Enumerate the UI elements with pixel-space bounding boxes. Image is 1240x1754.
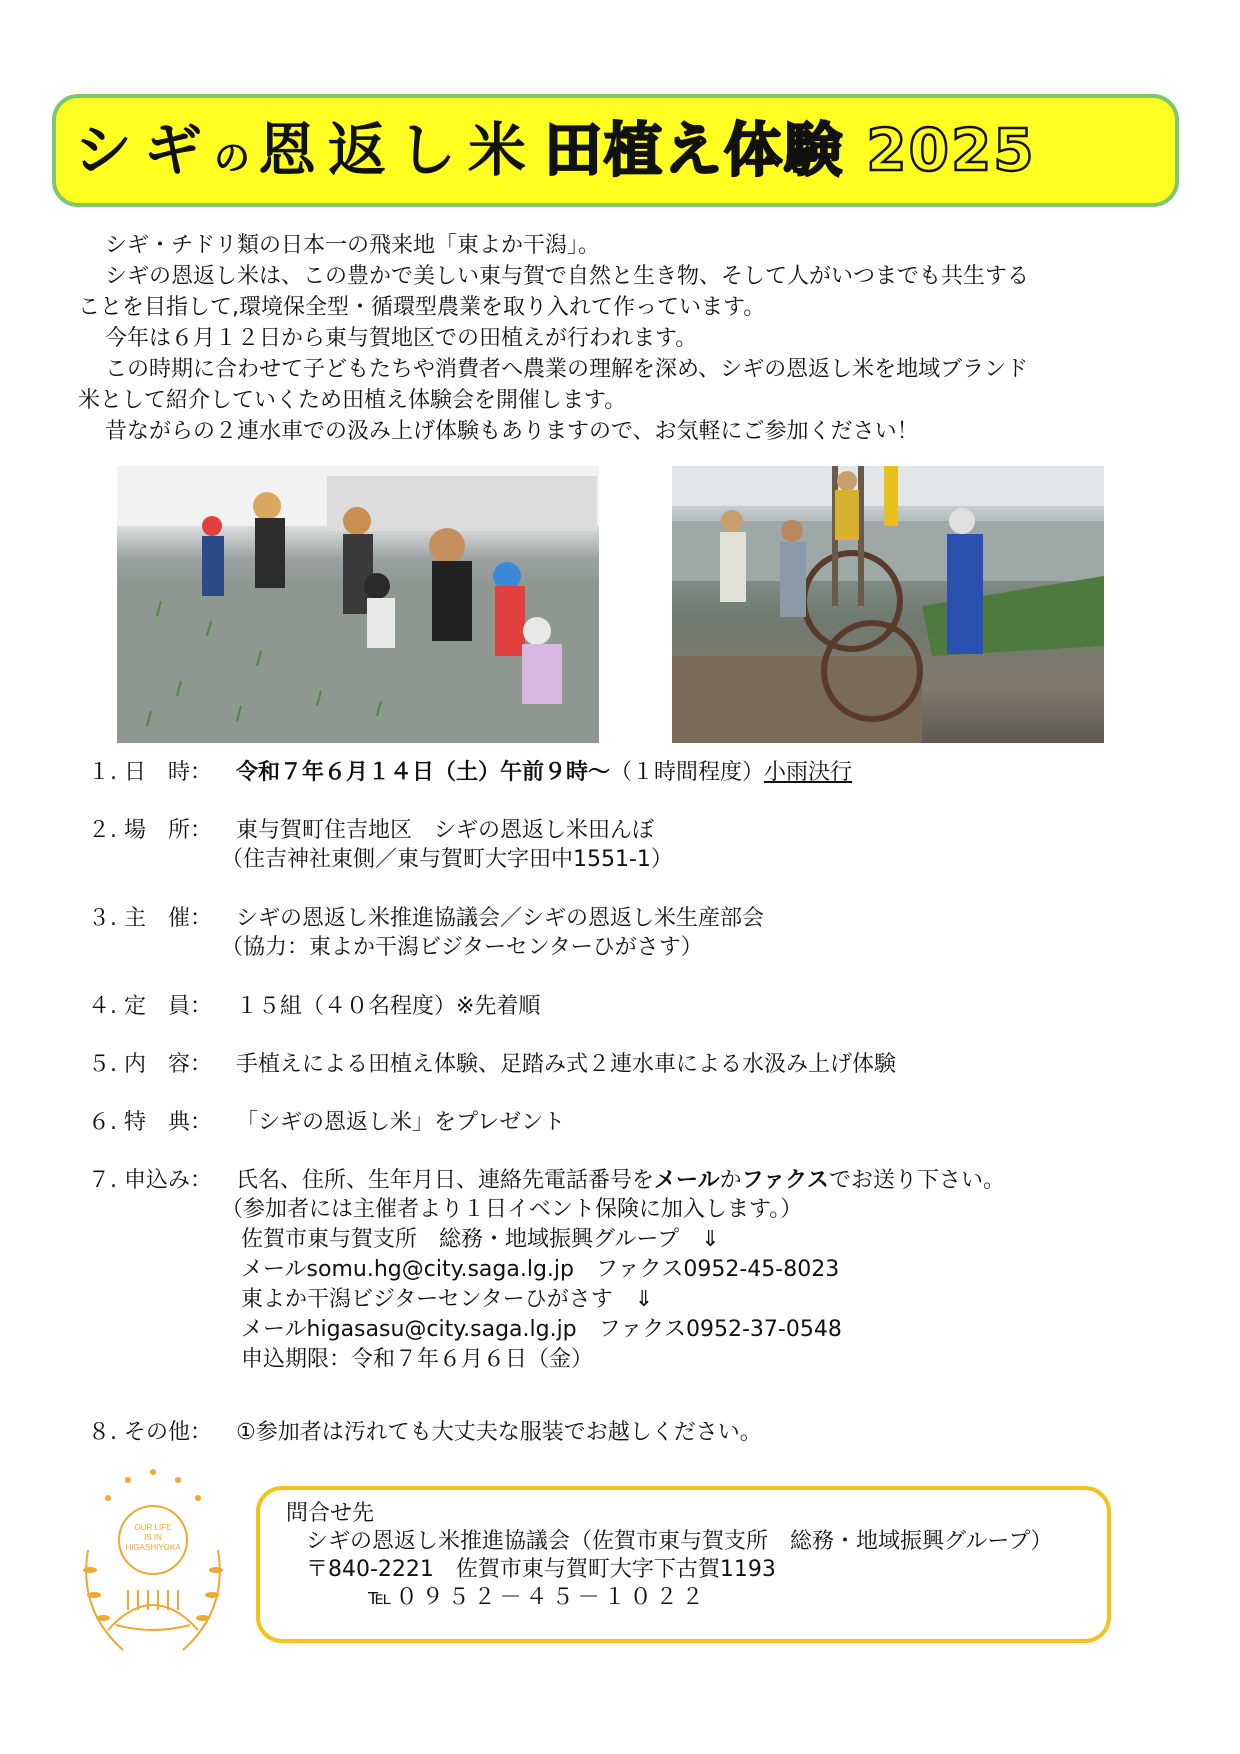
contact-heading: 問合せ先 xyxy=(286,1501,375,1526)
contact-email-higasasu: メールhigasasu@city.saga.lg.jp ファクス0952-37-0548 xyxy=(241,1317,842,1342)
detail-organizer xyxy=(88,904,1168,960)
intro-line: 米として紹介していくため田植え体験会を開催します。 xyxy=(78,388,627,413)
title-particle: の xyxy=(214,138,259,179)
intro-line: シギ・チドリ類の日本一の飛来地「東よか干潟」。 xyxy=(105,233,601,258)
contact-box xyxy=(256,1486,1111,1643)
detail-place xyxy=(88,816,1168,872)
item-label: 申込み： xyxy=(124,1168,213,1193)
item-text: 東与賀町住吉地区 シギの恩返し米田んぼ xyxy=(236,818,655,843)
item-label: 主 催： xyxy=(124,906,213,931)
item-sub: 佐賀市東与賀支所 総務・地域振興グループ ⇓ xyxy=(241,1227,720,1252)
item-text: ①参加者は汚れても大丈夫な服装でお越しください。 xyxy=(236,1420,762,1445)
detail-content xyxy=(88,1050,1168,1079)
contact-org: シギの恩返し米推進協議会（佐賀市東与賀支所 総務・地域振興グループ） xyxy=(306,1529,1053,1554)
item-text-or: か xyxy=(719,1168,742,1193)
intro-text xyxy=(78,230,1178,447)
intro-line: 今年は６月１２日から東与賀地区での田植えが行われます。 xyxy=(105,326,698,351)
intro-line: 昔ながらの２連水車での汲み上げ体験もありますので、お気軽にご参加ください！ xyxy=(105,419,919,444)
item-text-duration: （１時間程度） xyxy=(610,760,765,785)
item-text: 氏名、住所、生年月日、連絡先電話番号を xyxy=(236,1168,655,1193)
item-text-fax: ファクス xyxy=(741,1168,829,1193)
intro-line: この時期に合わせて子どもたちや消費者へ農業の理解を深め、シギの恩返し米を地域ブランド xyxy=(105,357,1029,382)
item-label: 場 所： xyxy=(124,818,213,843)
item-text: 「シギの恩返し米」をプレゼント xyxy=(236,1110,566,1135)
title-banner xyxy=(52,94,1179,207)
item-sub: （住吉神社東側／東与賀町大字田中1551-1） xyxy=(221,847,673,872)
item-label: その他： xyxy=(124,1420,213,1445)
item-sub: （協力：東よか干潟ビジターセンターひがさす） xyxy=(221,935,703,960)
item-number: １. xyxy=(88,760,117,785)
waterwheel-photo xyxy=(672,466,1104,743)
item-label: 特 典： xyxy=(124,1110,213,1135)
item-number: ５. xyxy=(88,1052,117,1077)
intro-line: ことを目指して,環境保全型・循環型農業を取り入れて作っています。 xyxy=(78,295,766,320)
item-sub-deadline: 申込期限：令和７年６月６日（金） xyxy=(241,1347,594,1372)
rice-planting-photo xyxy=(117,466,599,743)
item-text: １５組（４０名程度）※先着順 xyxy=(236,994,541,1019)
title-main: シギ xyxy=(74,116,215,184)
detail-benefit xyxy=(88,1108,1168,1137)
item-number: ３. xyxy=(88,906,117,931)
logo-text-2: IS IN xyxy=(144,1533,162,1542)
item-text: 手植えによる田植え体験、足踏み式２連水車による水汲み上げ体験 xyxy=(236,1052,897,1077)
item-text-rain: 小雨決行 xyxy=(764,760,853,785)
logo-text-1: OUR LIFE xyxy=(134,1523,172,1532)
title-main-2: 恩返し米 xyxy=(258,116,539,184)
detail-other xyxy=(88,1418,1168,1447)
higashiyoka-logo xyxy=(68,1460,238,1665)
logo-text-3: HIGASHIYOKA xyxy=(125,1543,181,1552)
item-number: ６. xyxy=(88,1110,117,1135)
item-number: ４. xyxy=(88,994,117,1019)
item-label: 日 時： xyxy=(124,760,213,785)
item-text: 令和７年６月１４日（土）午前９時～ xyxy=(236,760,611,785)
item-number: ８. xyxy=(88,1420,117,1445)
item-sub: （参加者には主催者より１日イベント保険に加入します。） xyxy=(221,1197,803,1222)
detail-date xyxy=(88,758,1168,787)
title-sub: 田植え体験 2025 xyxy=(544,116,1036,184)
item-text-send: でお送り下さい。 xyxy=(828,1168,1005,1193)
item-text-mail: メール xyxy=(654,1168,720,1193)
item-label: 内 容： xyxy=(124,1052,213,1077)
contact-address: 〒840-2221 佐賀市東与賀町大字下古賀1193 xyxy=(306,1557,776,1582)
intro-line: シギの恩返し米は、この豊かで美しい東与賀で自然と生き物、そして人がいつまでも共生する xyxy=(105,264,1030,289)
item-text: シギの恩返し米推進協議会／シギの恩返し米生産部会 xyxy=(236,906,765,931)
item-sub: 東よか干潟ビジターセンターひがさす ⇓ xyxy=(241,1287,654,1312)
page-title xyxy=(74,108,1036,193)
item-number: ２. xyxy=(88,818,117,843)
item-number: ７. xyxy=(88,1168,117,1193)
detail-capacity xyxy=(88,992,1168,1021)
contact-email-somu: メールsomu.hg@city.saga.lg.jp ファクス0952-45-8023 xyxy=(241,1257,840,1282)
contact-tel: ℡０９５２－４５－１０２２ xyxy=(368,1585,708,1610)
detail-application xyxy=(88,1166,1168,1372)
item-label: 定 員： xyxy=(124,994,213,1019)
